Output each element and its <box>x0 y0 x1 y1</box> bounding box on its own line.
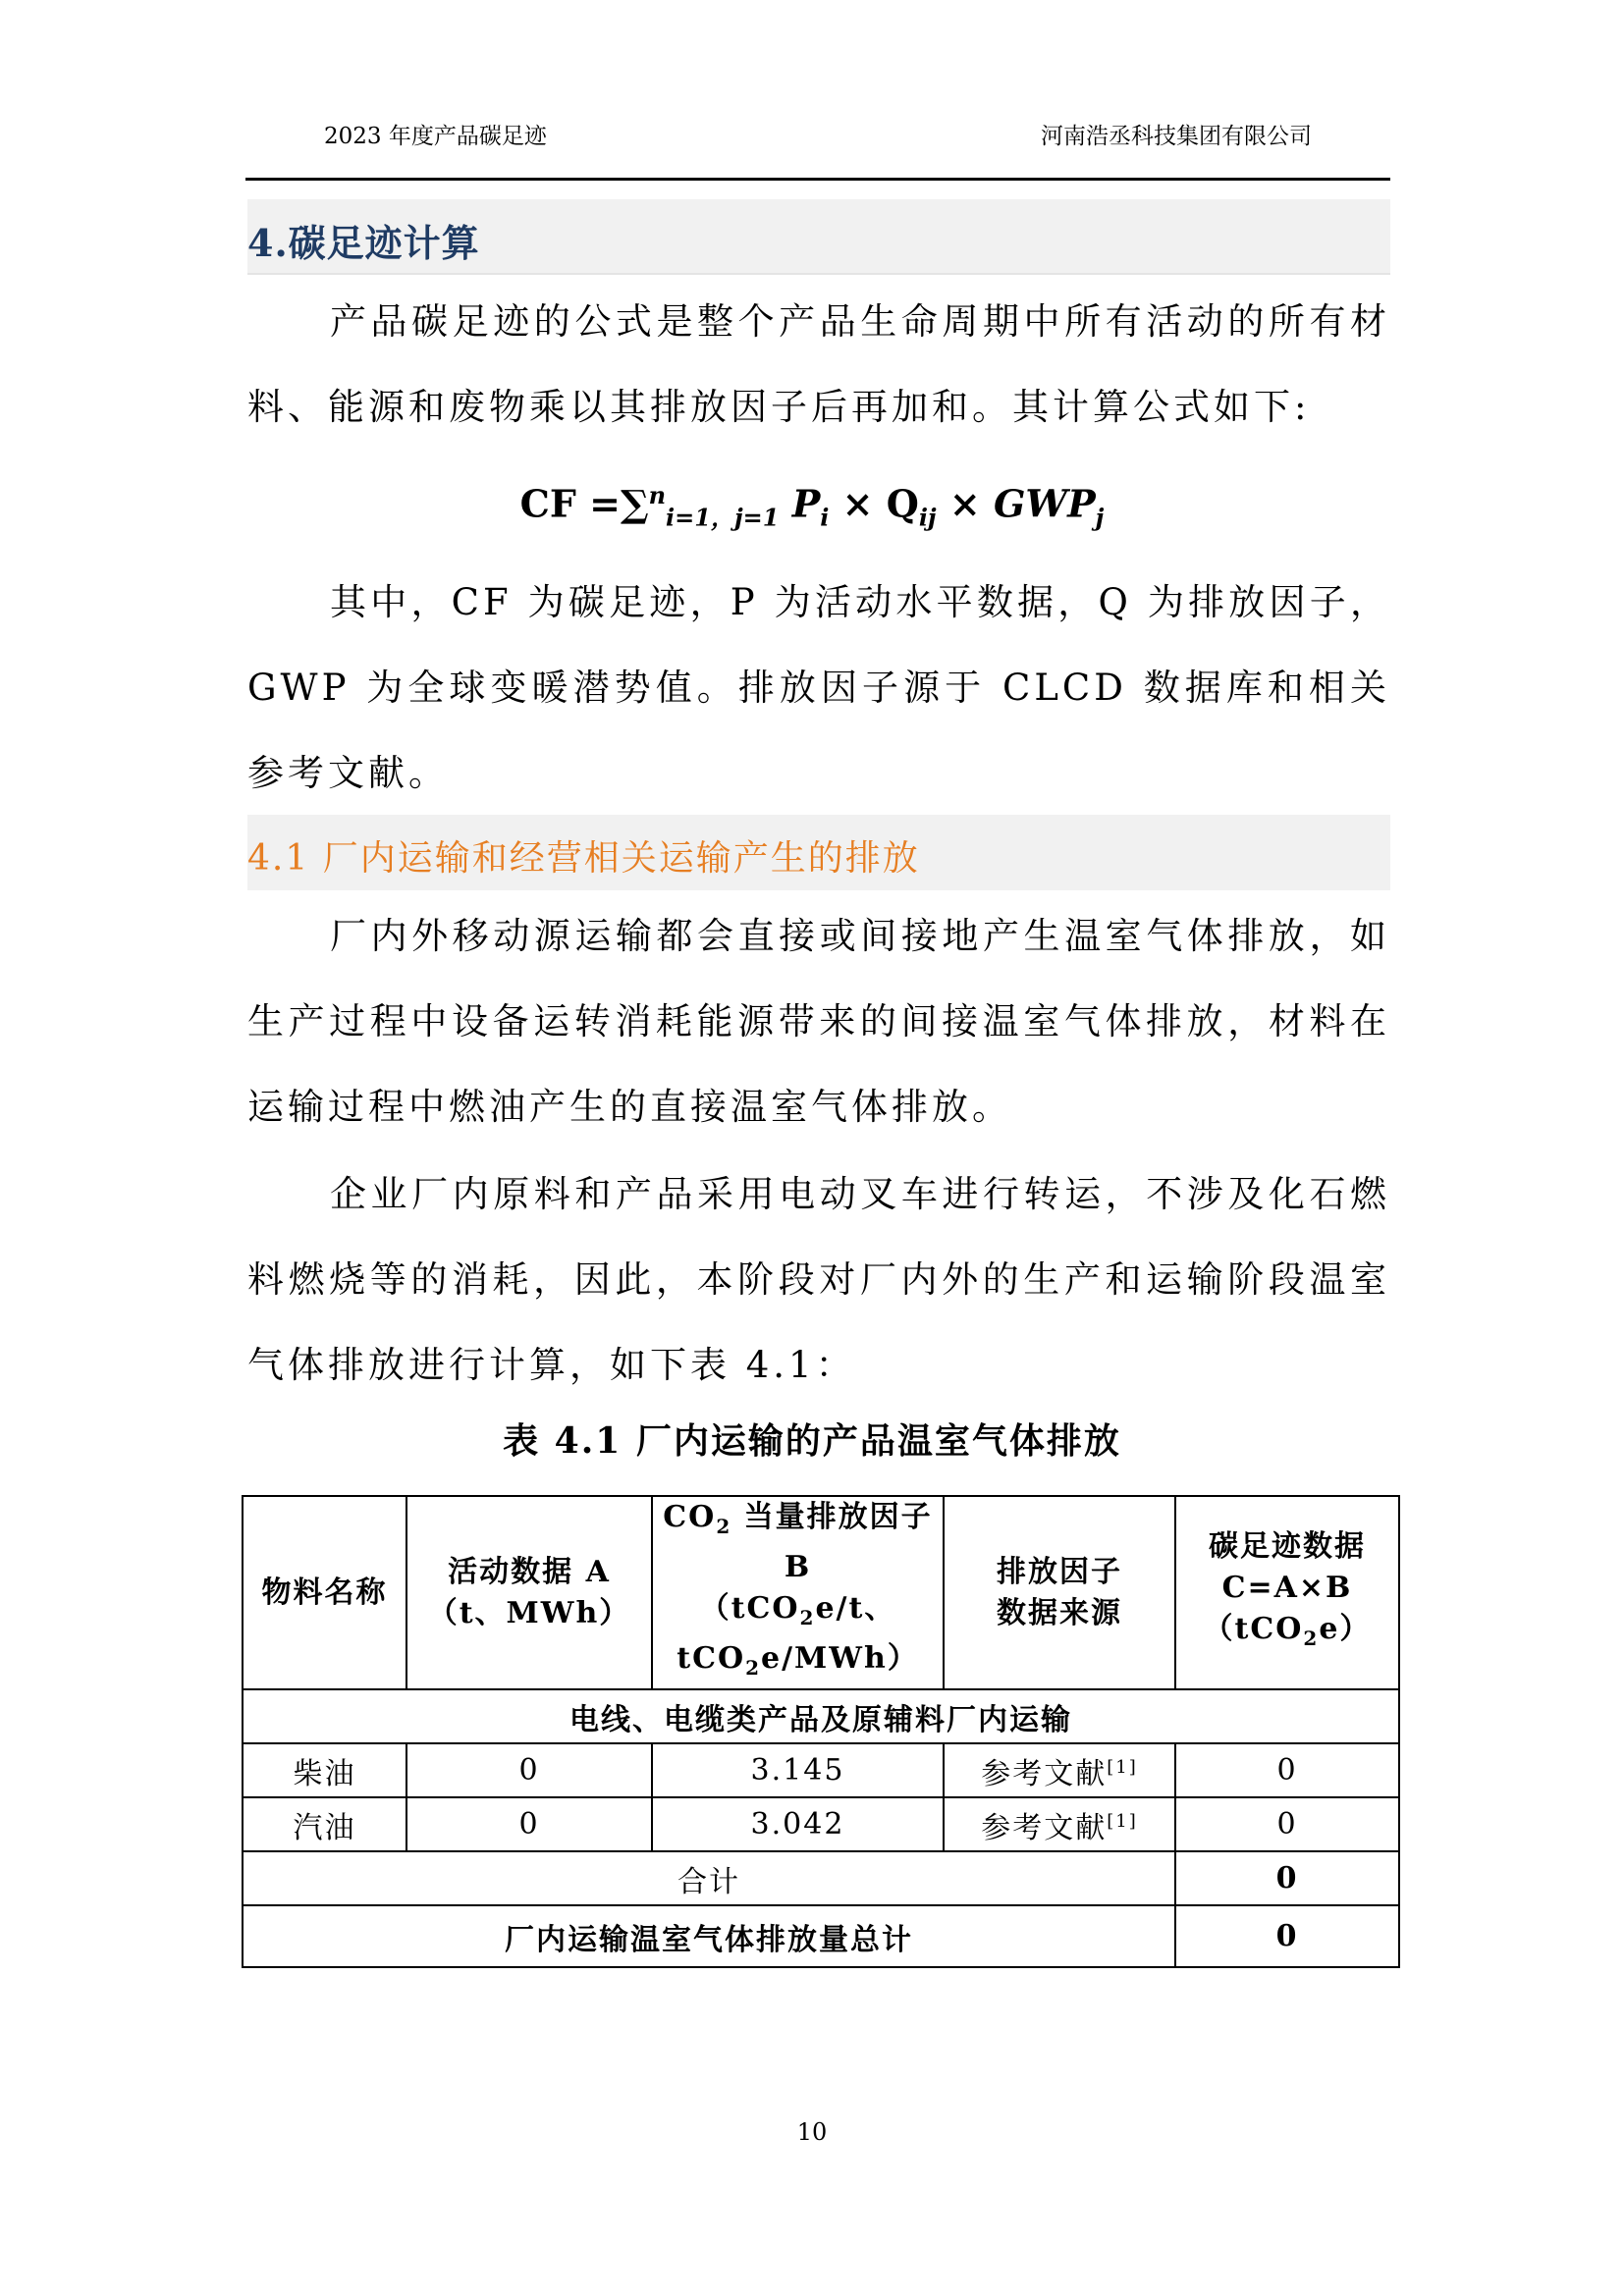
formula-gwp-sub: j <box>1095 503 1105 532</box>
table-header-row <box>243 1496 1399 1689</box>
subsection-paragraph-2: 企业厂内原料和产品采用电动叉车进行转运，不涉及化石燃料燃烧等的消耗，因此，本阶段对厂内外的生产和运输阶段温室气体排放进行计算，如下表 4.1： <box>247 1173 1390 1386</box>
cell-result: 0 <box>1175 1797 1399 1851</box>
table-total-row <box>243 1905 1399 1967</box>
formula-sum-lower: i=1，j=1 <box>666 503 780 532</box>
formula-q: Q <box>886 481 919 526</box>
section-heading <box>247 199 1390 275</box>
total-value: 0 <box>1175 1905 1399 1967</box>
carbon-footprint-formula <box>0 481 1624 532</box>
header-divider <box>245 178 1390 181</box>
page-header <box>245 110 1390 179</box>
cell-material: 汽油 <box>243 1797 406 1851</box>
table-subtotal-row <box>243 1851 1399 1905</box>
header-report-title: 2023 年度产品碳足迹 <box>324 124 547 149</box>
formula-sum-upper: n <box>648 481 667 509</box>
header-carbon-footprint: 碳足迹数据 C=A×B （tCO$_2$e） <box>1175 1496 1399 1689</box>
header-material-name: 物料名称 <box>243 1496 406 1689</box>
formula-p: P <box>791 481 821 526</box>
cell-result: 0 <box>1175 1743 1399 1797</box>
section-title: 4.碳足迹计算 <box>247 221 480 265</box>
formula-lhs: CF = <box>519 481 621 526</box>
cell-factor: 3.145 <box>652 1743 944 1797</box>
cell-activity: 0 <box>406 1743 652 1797</box>
emissions-table <box>242 1495 1400 1968</box>
subsection-heading <box>247 815 1390 890</box>
header-factor-source: 排放因子 数据来源 <box>944 1496 1175 1689</box>
table-row <box>243 1743 1399 1797</box>
header-activity-data: 活动数据 A （t、MWh） <box>406 1496 652 1689</box>
table-row <box>243 1797 1399 1851</box>
cell-source: 参考文献[1] <box>944 1797 1175 1851</box>
formula-times-2: × <box>936 481 994 526</box>
formula-sigma: ∑ <box>620 481 649 526</box>
table-section-row <box>243 1689 1399 1743</box>
cell-factor: 3.042 <box>652 1797 944 1851</box>
section-paragraph-1: 产品碳足迹的公式是整个产品生命周期中所有活动的所有材料、能源和废物乘以其排放因子后再加和。其计算公式如下: <box>247 300 1390 428</box>
formula-times-1: × <box>829 481 887 526</box>
section-row-label: 电线、电缆类产品及原辅料厂内运输 <box>243 1689 1399 1743</box>
cell-material: 柴油 <box>243 1743 406 1797</box>
header-company-name: 河南浩丞科技集团有限公司 <box>1041 124 1312 149</box>
subtotal-label: 合计 <box>243 1851 1175 1905</box>
formula-q-sub: ij <box>918 503 937 532</box>
subsection-title: 4.1 厂内运输和经营相关运输产生的排放 <box>247 838 920 879</box>
total-label: 厂内运输温室气体排放量总计 <box>243 1905 1175 1967</box>
subsection-paragraph-1: 厂内外移动源运输都会直接或间接地产生温室气体排放，如生产过程中设备运转消耗能源带来的间接温室气体排放，材料在运输过程中燃油产生的直接温室气体排放。 <box>247 915 1390 1128</box>
section-paragraph-2: 其中，CF 为碳足迹，P 为活动水平数据，Q 为排放因子，GWP 为全球变暖潜势值。排放因子源于 CLCD 数据库和相关参考文献。 <box>247 581 1390 794</box>
cell-activity: 0 <box>406 1797 652 1851</box>
page-number: 10 <box>796 2118 828 2146</box>
table-caption: 表 4.1 厂内运输的产品温室气体排放 <box>503 1420 1121 1462</box>
cell-source: 参考文献[1] <box>944 1743 1175 1797</box>
header-emission-factor: $CO_2$ 当量排放因子 B （tCO$_2$e/t、 tCO$_2$e/MWh） <box>652 1496 944 1689</box>
subtotal-value: 0 <box>1175 1851 1399 1905</box>
formula-p-sub: i <box>820 503 830 532</box>
formula-gwp: GWP <box>993 481 1096 526</box>
